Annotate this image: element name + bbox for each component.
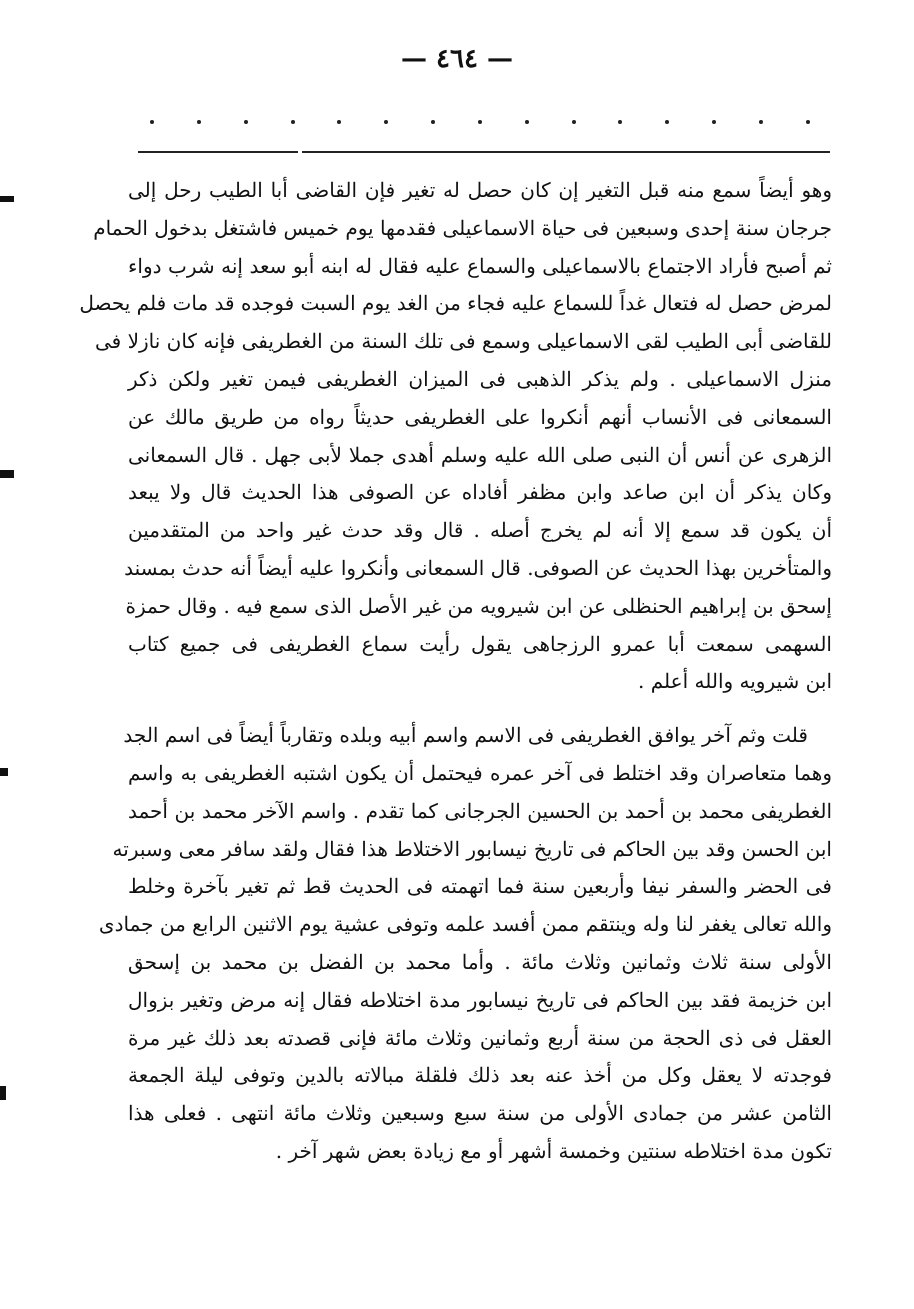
dot xyxy=(712,120,716,124)
text-line: ثم أصبح فأراد الاجتماع بالاسماعيلى والسماع عليه فقال له ابنه أبو سعد إنه شرب دواء xyxy=(128,253,832,278)
text-line: لمرض حصل له فتعال غداً للسماع عليه فجاء من الغد يوم السبت فوجده قد مات فلم يحصل xyxy=(79,291,832,316)
header-rule-right xyxy=(302,151,830,153)
text-line: والله تعالى يغفر لنا وله وينتقم ممن أفسد علمه وتوفى عشية يوم الاثنين الرابع من جمادى xyxy=(98,912,832,937)
text-line: إسحق بن إبراهيم الحنظلى عن ابن شيرويه من غير الأصل الذى سمع فيه . وقال حمزة xyxy=(125,593,832,618)
ornamental-dots xyxy=(150,112,810,132)
text-line: السهمى سمعت أبا عمرو الرزجاهى يقول رأيت سماع الغطريفى فى جميع كتاب xyxy=(128,631,832,656)
dot xyxy=(806,120,810,124)
page-number: — ٤٦٤ — xyxy=(400,44,514,74)
dot xyxy=(759,120,763,124)
text-line: أن يكون قد سمع إلا أنه لم يخرج أصله . قال وقد حدث غير واحد من المتقدمين xyxy=(128,518,832,543)
text-line: والمتأخرين بهذا الحديث عن الصوفى. قال السمعانى وأنكروا عليه أيضاً أنه حدث بمسند xyxy=(124,555,832,580)
text-line: للقاضى أبى الطيب لقى الاسماعيلى وسمع فى تلك السنة من الغطريفى فإنه كان نازلا فى xyxy=(94,329,832,354)
text-line: فوجدته لا يعقل وكل من أخذ عنه بعد ذلك فلقلة مبالاته بالدين وتوفى ليلة الجمعة xyxy=(128,1063,832,1088)
text-line: قلت وثم آخر يوافق الغطريفى فى الاسم واسم أبيه وبلده وتقارباً أيضاً فى اسم الجد xyxy=(123,723,808,748)
paragraph-2 xyxy=(98,717,832,1171)
binding-mark xyxy=(0,470,14,478)
dot xyxy=(478,120,482,124)
text-line: منزل الاسماعيلى . ولم يذكر الذهبى فى الميزان الغطريفى فيمن تغير ولكن ذكر xyxy=(128,366,832,391)
text-line: الأولى سنة ثلاث وثمانين وثلاث مائة . وأما محمد بن الفضل بن محمد بن إسحق xyxy=(128,949,832,974)
text-line: الثامن عشر من جمادى الأولى من سنة سبع وسبعين وثلاث مائة انتهى . فعلى هذا xyxy=(128,1101,832,1126)
dot xyxy=(244,120,248,124)
text-line: جرجان سنة إحدى وسبعين فى حياة الاسماعيلى فقدمها يوم خميس فاشتغل بدخول الحمام xyxy=(93,215,832,240)
header-rule-left xyxy=(138,151,298,153)
dot xyxy=(431,120,435,124)
text-line: وكان يذكر أن ابن صاعد وابن مظفر أفاداه عن الصوفى هذا الحديث قال ولا يبعد xyxy=(128,480,832,505)
text-line: الغطريفى محمد بن أحمد بن الحسين الجرجانى كما تقدم . واسم الآخر محمد بن أحمد xyxy=(128,798,832,823)
text-line: الزهرى عن أنس أن النبى صلى الله عليه وسلم أهدى جملا لأبى جهل . قال السمعانى xyxy=(128,442,833,467)
dot xyxy=(572,120,576,124)
dot xyxy=(291,120,295,124)
text-line: السمعانى فى الأنساب أنهم أنكروا على الغطريفى حديثاً رواه من طريق مالك عن xyxy=(128,404,832,429)
text-line: فى الحضر والسفر نيفا وأربعين سنة فما اتهمته فى الحديث قط ثم تغير بآخرة وخلط xyxy=(128,874,832,899)
binding-mark xyxy=(0,768,8,776)
body-text xyxy=(79,172,833,1171)
text-line: العقل فى ذى الحجة من سنة أربع وثمانين وثلاث مائة فإنى قصدته بعد ذلك غير مرة xyxy=(128,1025,832,1050)
binding-mark xyxy=(0,196,14,202)
text-line: وهو أيضاً سمع منه قبل التغير إن كان حصل له تغير فإن القاضى أبا الطيب رحل إلى xyxy=(128,178,832,202)
paragraph-gap xyxy=(128,701,832,717)
dot xyxy=(150,120,154,124)
dot xyxy=(525,120,529,124)
text-line: ابن شيرويه والله أعلم . xyxy=(638,669,832,694)
dot xyxy=(337,120,341,124)
paragraph-1 xyxy=(79,172,833,701)
dot xyxy=(618,120,622,124)
dot xyxy=(197,120,201,124)
binding-mark xyxy=(0,1086,6,1100)
text-line: ابن خزيمة فقد بين الحاكم فى تاريخ نيسابور مدة اختلاطه فقال إنه مرض وتغير بزوال xyxy=(128,987,832,1012)
dot xyxy=(665,120,669,124)
text-line: تكون مدة اختلاطه سنتين وخمسة أشهر أو مع زيادة بعض شهر آخر . xyxy=(275,1138,832,1163)
text-line: ابن الحسن وقد بين الحاكم فى تاريخ نيسابور الاختلاط هذا فقال ولقد سافر معى وسبرته xyxy=(112,836,832,861)
text-line: وهما متعاصران وقد اختلط فى آخر عمره فيحتمل أن يكون اشتبه الغطريفى به واسم xyxy=(128,760,832,785)
dot xyxy=(384,120,388,124)
